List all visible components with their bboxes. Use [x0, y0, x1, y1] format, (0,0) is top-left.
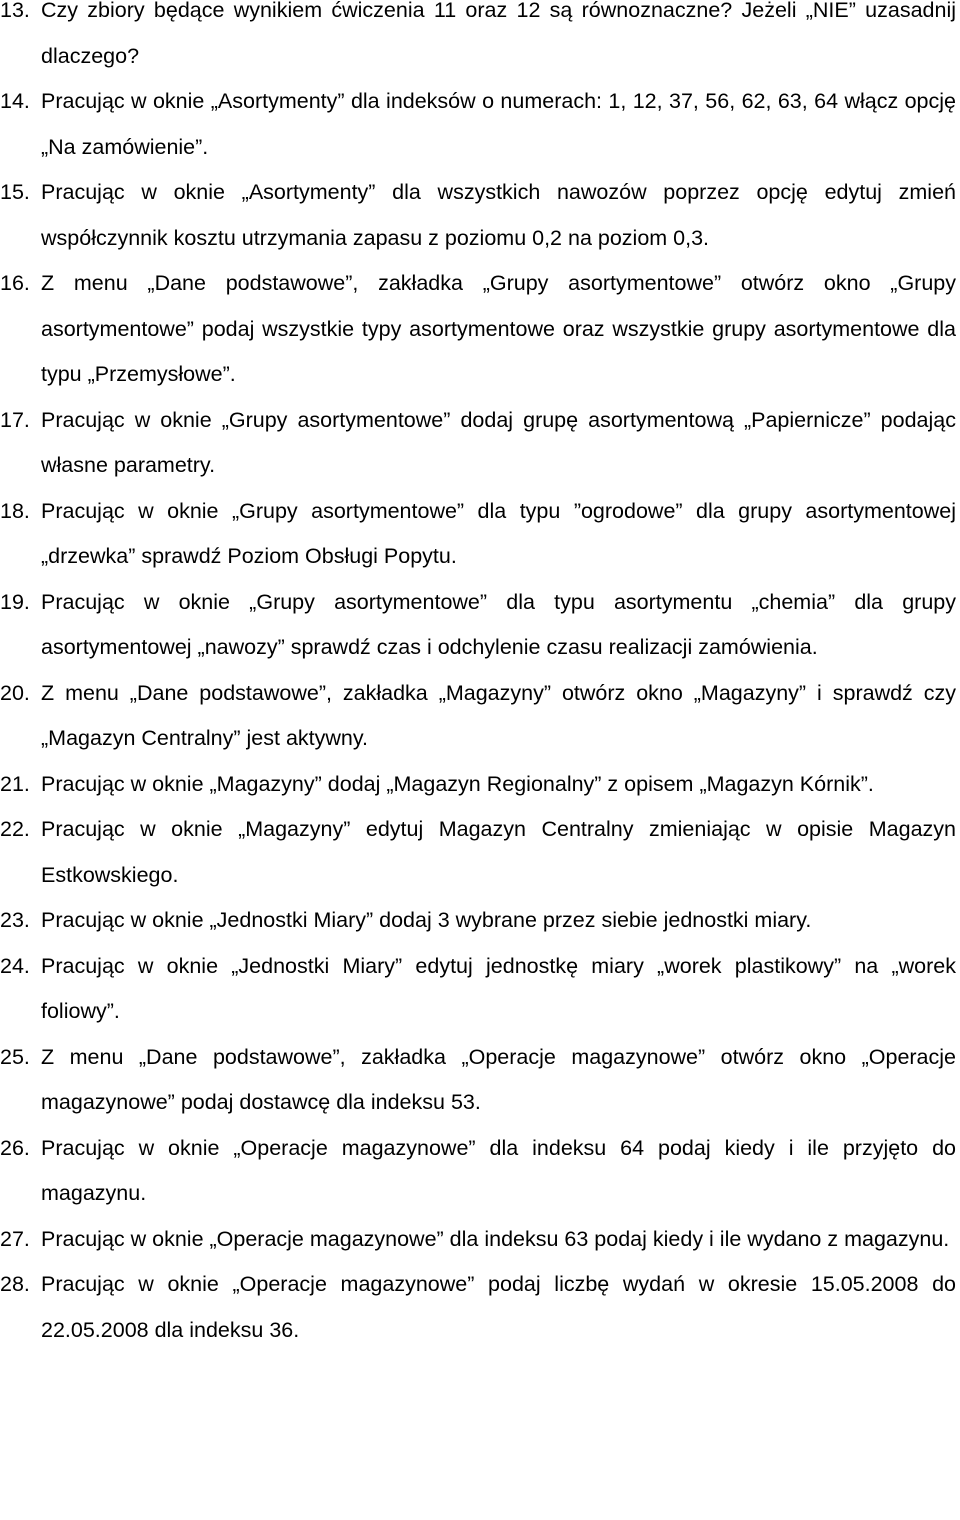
item-number: 20.	[0, 680, 30, 705]
item-number: 27.	[0, 1226, 30, 1251]
item-text: Z menu „Dane podstawowe”, zakładka „Grupy asortymentowe” otwórz okno „Grupy asortymentowe” podaj wszystkie typy asortymentowe oraz wszystkie grupy asortymentowe dla typu „Przemysłowe”.	[41, 271, 956, 386]
item-text: Z menu „Dane podstawowe”, zakładka „Operacje magazynowe” otwórz okno „Operacje magazynowe” podaj dostawcę dla indeksu 53.	[41, 1044, 956, 1114]
item-number: 14.	[0, 89, 30, 113]
item-number: 17.	[0, 407, 30, 432]
list-item-24	[0, 944, 956, 1035]
list-item-22	[0, 807, 956, 898]
item-number: 15.	[0, 180, 30, 204]
item-number: 18.	[0, 498, 30, 523]
list-item-23	[0, 898, 956, 944]
item-number: 25.	[0, 1044, 30, 1069]
item-text: Pracując w oknie „Grupy asortymentowe” dodaj grupę asortymentową „Papiernicze” podając własne parametry.	[41, 407, 956, 477]
item-number: 24.	[0, 953, 30, 978]
list-item-26	[0, 1126, 956, 1217]
item-text: Pracując w oknie „Jednostki Miary” edytuj jednostkę miary „worek plastikowy” na „worek foliowy”.	[41, 953, 956, 1023]
item-text: Pracując w oknie „Operacje magazynowe” dla indeksu 64 podaj kiedy i ile przyjęto do magazynu.	[41, 1135, 956, 1205]
list-item-28	[0, 1262, 956, 1353]
item-text: Pracując w oknie „Magazyny” edytuj Magazyn Centralny zmieniając w opisie Magazyn Estkowskiego.	[41, 817, 956, 887]
item-text: Czy zbiory będące wynikiem ćwiczenia 11 oraz 12 są równoznaczne? Jeżeli „NIE” uzasadnij dlaczego?	[41, 0, 956, 68]
item-text: Pracując w oknie „Operacje magazynowe” dla indeksu 63 podaj kiedy i ile wydano z magazynu.	[41, 1226, 950, 1251]
item-text: Pracując w oknie „Operacje magazynowe” podaj liczbę wydań w okresie 15.05.2008 do 22.05.2008 dla indeksu 36.	[41, 1272, 956, 1342]
item-number: 21.	[0, 771, 30, 796]
list-item-18	[0, 489, 956, 580]
item-number: 22.	[0, 817, 30, 841]
item-text: Pracując w oknie „Asortymenty” dla indeksów o numerach: 1, 12, 37, 56, 62, 63, 64 włącz opcję „Na zamówienie”.	[41, 89, 956, 159]
list-item-14	[0, 79, 956, 170]
item-number: 23.	[0, 908, 30, 932]
list-item-15	[0, 170, 956, 261]
item-text: Pracując w oknie „Jednostki Miary” dodaj 3 wybrane przez siebie jednostki miary.	[41, 908, 812, 932]
item-text: Pracując w oknie „Grupy asortymentowe” dla typu asortymentu „chemia” dla grupy asortymentowej „nawozy” sprawdź czas i odchylenie czasu realizacji zamówienia.	[41, 589, 956, 659]
list-item-21	[0, 762, 956, 808]
list-item-19	[0, 580, 956, 671]
item-number: 16.	[0, 271, 30, 295]
item-number: 13.	[0, 0, 30, 22]
list-item-17	[0, 398, 956, 489]
list-item-25	[0, 1035, 956, 1126]
list-item-27	[0, 1217, 956, 1263]
list-item-13	[0, 0, 956, 79]
item-text: Z menu „Dane podstawowe”, zakładka „Magazyny” otwórz okno „Magazyny” i sprawdź czy „Magazyn Centralny” jest aktywny.	[41, 680, 956, 750]
item-number: 28.	[0, 1272, 30, 1296]
item-text: Pracując w oknie „Grupy asortymentowe” dla typu ”ogrodowe” dla grupy asortymentowej „drzewka” sprawdź Poziom Obsługi Popytu.	[41, 498, 956, 568]
item-number: 19.	[0, 589, 30, 614]
list-item-20	[0, 671, 956, 762]
list-item-16	[0, 261, 956, 398]
item-text: Pracując w oknie „Magazyny” dodaj „Magazyn Regionalny” z opisem „Magazyn Kórnik”.	[41, 771, 874, 796]
item-number: 26.	[0, 1135, 30, 1160]
item-text: Pracując w oknie „Asortymenty” dla wszystkich nawozów poprzez opcję edytuj zmień współczynnik kosztu utrzymania zapasu z poziomu 0,2 na poziom 0,3.	[41, 180, 956, 250]
